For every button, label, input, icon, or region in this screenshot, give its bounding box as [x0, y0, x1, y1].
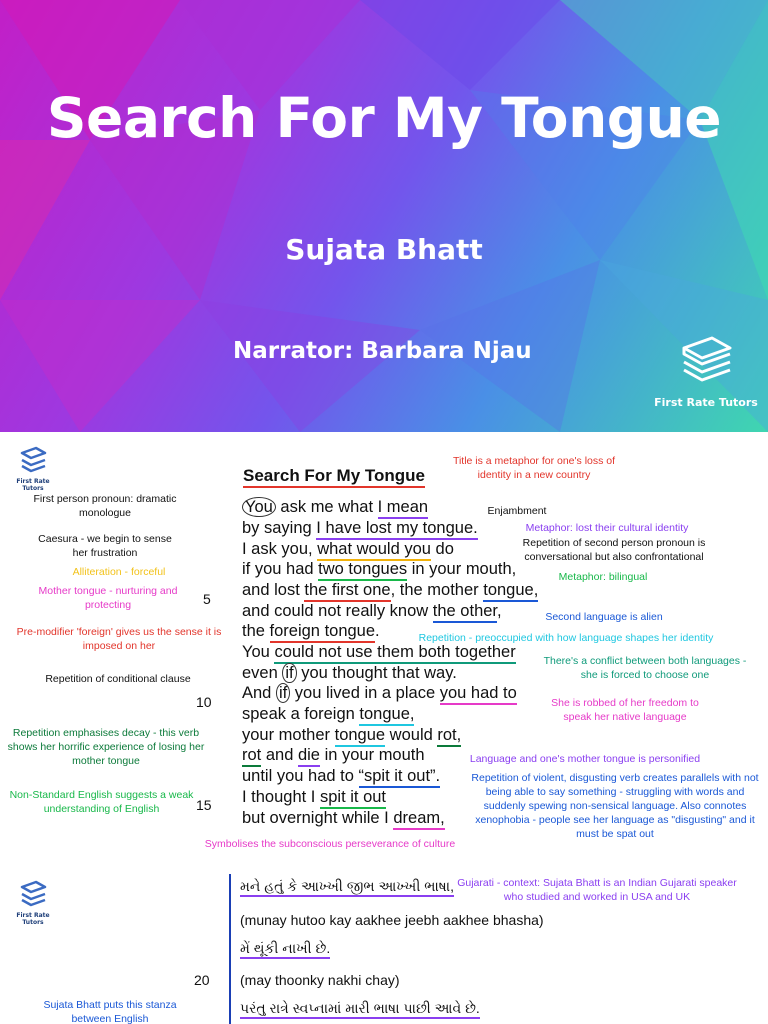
- cover-slide: [0, 0, 768, 432]
- cover-narrator: Narrator: Barbara Njau: [233, 338, 532, 364]
- poem-line: [242, 540, 454, 559]
- annotated-phrase: what would you: [317, 540, 431, 561]
- right-annotation: Enjambment: [487, 505, 547, 517]
- poem-text: the: [242, 622, 270, 640]
- cover-author: Sujata Bhatt: [285, 233, 483, 266]
- poem-text: , the mother: [390, 581, 484, 599]
- books-icon: [18, 880, 48, 908]
- annotated-phrase: tongue,: [359, 705, 414, 726]
- poem-line: [242, 705, 414, 724]
- poem-text: I thought I: [242, 788, 320, 806]
- cover-title: Search For My Tongue: [46, 86, 722, 150]
- poem-line: [242, 809, 445, 828]
- books-icon: [18, 446, 48, 474]
- poem-text: and: [261, 746, 298, 764]
- poem-text: I ask you,: [242, 540, 318, 558]
- annotated-phrase: die: [298, 746, 320, 767]
- right-annotation: She is robbed of her freedom to speak her native language: [551, 697, 699, 723]
- right-annotation: There's a conflict between both languages - she is forced to choose one: [543, 655, 747, 681]
- annotated-phrase: could not use them both together: [274, 643, 515, 664]
- poem-text: And: [242, 684, 276, 702]
- annotated-phrase: I have lost my tongue.: [316, 519, 477, 540]
- annotated-phrase: you had to: [440, 684, 517, 705]
- poem-line: [242, 581, 538, 600]
- poem-text: but overnight while I: [242, 809, 394, 827]
- line-number-5: 5: [203, 591, 211, 607]
- stanza-placement-note: Sujata Bhatt puts this stanza between English: [43, 999, 177, 1024]
- cover-logo-text: First Rate Tutors: [654, 396, 758, 409]
- right-annotation: Repetition - preoccupied with how language shapes her identity: [418, 632, 714, 644]
- poem-line: [242, 622, 380, 641]
- poem-line: [242, 767, 440, 786]
- left-annotation: Alliteration - forceful: [72, 566, 166, 578]
- annotated-phrase: the other: [433, 602, 497, 623]
- annotated-phrase: “spit it out”.: [359, 767, 441, 788]
- annotated-phrase: spit it out: [320, 788, 386, 809]
- cover-logo: [650, 334, 762, 409]
- left-annotation: Caesura - we begin to sense her frustration: [38, 533, 172, 559]
- poem-text: You: [242, 643, 275, 661]
- poem-text: ask me what: [275, 498, 378, 516]
- right-annotation: Second language is alien: [545, 611, 663, 623]
- slide2-logo: [6, 446, 60, 492]
- poem-text: would: [385, 726, 438, 744]
- poem-line: [242, 602, 502, 621]
- poem-text: your mother: [242, 726, 335, 744]
- left-annotation: Mother tongue - nurturing and protecting: [38, 585, 178, 611]
- gujarati-line: [240, 878, 454, 895]
- left-annotation: Repetition emphasises decay - this verb shows her horrific experience of losing her mother tongue: [7, 727, 205, 767]
- left-annotation: Repetition of conditional clause: [45, 673, 191, 685]
- right-annotation: Title is a metaphor for one's loss of identity in a new country: [452, 455, 616, 481]
- gujarati-line: [240, 940, 330, 957]
- poem-text: in your mouth,: [407, 560, 517, 578]
- annotated-phrase: rot,: [437, 726, 461, 747]
- annotated-phrase: foreign tongue: [270, 622, 376, 643]
- poem-line: [242, 726, 461, 745]
- poem-text: speak a foreign: [242, 705, 360, 723]
- poem-text: if you had: [242, 560, 319, 578]
- annotated-poem-slide: [0, 432, 768, 862]
- poem-text: in your mouth: [320, 746, 425, 764]
- poem-line: [242, 788, 386, 807]
- gujarati-line-text: મને હતું કે આખ્ખી જીભ આખ્ખી ભાષા,: [240, 878, 454, 897]
- poem-text: and could not really know: [242, 602, 433, 620]
- gujarati-line-text: પરંતુ રાત્રે સ્વપ્નામાં મારી ભાષા પાછી આવે છે.: [240, 1000, 480, 1019]
- annotated-phrase: dream,: [393, 809, 444, 830]
- gujarati-line-text: (munay hutoo kay aakhee jeebh aakhee bhasha): [240, 912, 544, 928]
- poem-line: [242, 746, 425, 765]
- poem-text: .: [375, 622, 380, 640]
- bottom-annotation: Symbolises the subconscious perseverance of culture: [204, 838, 456, 850]
- poem-text: by saying: [242, 519, 317, 537]
- right-annotation: Language and one's mother tongue is personified: [469, 753, 701, 765]
- books-icon: [676, 334, 736, 390]
- gujarati-context-note: Gujarati - context: Sujata Bhatt is an Indian Gujarati speaker who studied and worked in USA and UK: [457, 877, 737, 903]
- poem-line: [242, 560, 516, 579]
- gujarati-line: [240, 1000, 480, 1017]
- gujarati-line-text: મેં થૂંકી નાખી છે.: [240, 940, 330, 959]
- poem-line: [242, 664, 457, 683]
- poem-text: ,: [497, 602, 502, 620]
- line-number-20: 20: [194, 972, 210, 988]
- right-annotation: Metaphor: bilingual: [558, 571, 648, 583]
- left-annotation: First person pronoun: dramatic monologue: [33, 493, 177, 519]
- annotated-phrase: tongue: [335, 726, 385, 747]
- annotated-phrase: tongue,: [483, 581, 538, 602]
- annotated-phrase: if: [282, 663, 296, 683]
- annotated-phrase: I mean: [378, 498, 428, 519]
- line-number-10: 10: [196, 694, 212, 710]
- annotated-phrase: if: [276, 683, 290, 703]
- stanza-bar: [229, 874, 231, 1024]
- poem-line: [242, 684, 517, 703]
- poem-line: [242, 498, 428, 517]
- left-annotation: Non-Standard English suggests a weak understanding of English: [9, 789, 194, 815]
- annotated-phrase: You: [242, 497, 276, 517]
- annotated-phrase: rot: [242, 746, 261, 767]
- poem-text: and lost: [242, 581, 305, 599]
- poem-text: until you had to: [242, 767, 359, 785]
- right-annotation: Repetition of second person pronoun is conversational but also confrontational: [522, 537, 706, 563]
- line-number-15: 15: [196, 797, 212, 813]
- gujarati-line: [240, 972, 400, 988]
- poem-text: even: [242, 664, 283, 682]
- gujarati-line: [240, 912, 544, 928]
- poem-line: [242, 643, 516, 662]
- annotated-phrase: the first one: [304, 581, 390, 602]
- poem-line: [242, 519, 478, 538]
- slide2-logo-text: First Rate Tutors: [16, 478, 50, 492]
- poem-text: you thought that way.: [296, 664, 457, 682]
- gujarati-line-text: (may thoonky nakhi chay): [240, 972, 400, 988]
- left-annotation: Pre-modifier 'foreign' gives us the sense it is imposed on her: [16, 626, 222, 652]
- poem-text: do: [430, 540, 454, 558]
- right-annotation: Metaphor: lost their cultural identity: [525, 522, 689, 534]
- slide3-logo: [6, 880, 60, 926]
- gujarati-slide: [0, 862, 768, 1024]
- right-annotation: Repetition of violent, disgusting verb creates parallels with not being able to say something - struggling with words and suddenly spewing non-sensical language. Also connotes xenophobia - people see her language as "disgusting" and it must be spat out: [471, 772, 759, 840]
- poem-text: you lived in a place: [290, 684, 440, 702]
- annotated-phrase: two tongues: [318, 560, 407, 581]
- poem-title: Search For My Tongue: [243, 466, 425, 486]
- slide3-logo-text: First Rate Tutors: [16, 912, 50, 926]
